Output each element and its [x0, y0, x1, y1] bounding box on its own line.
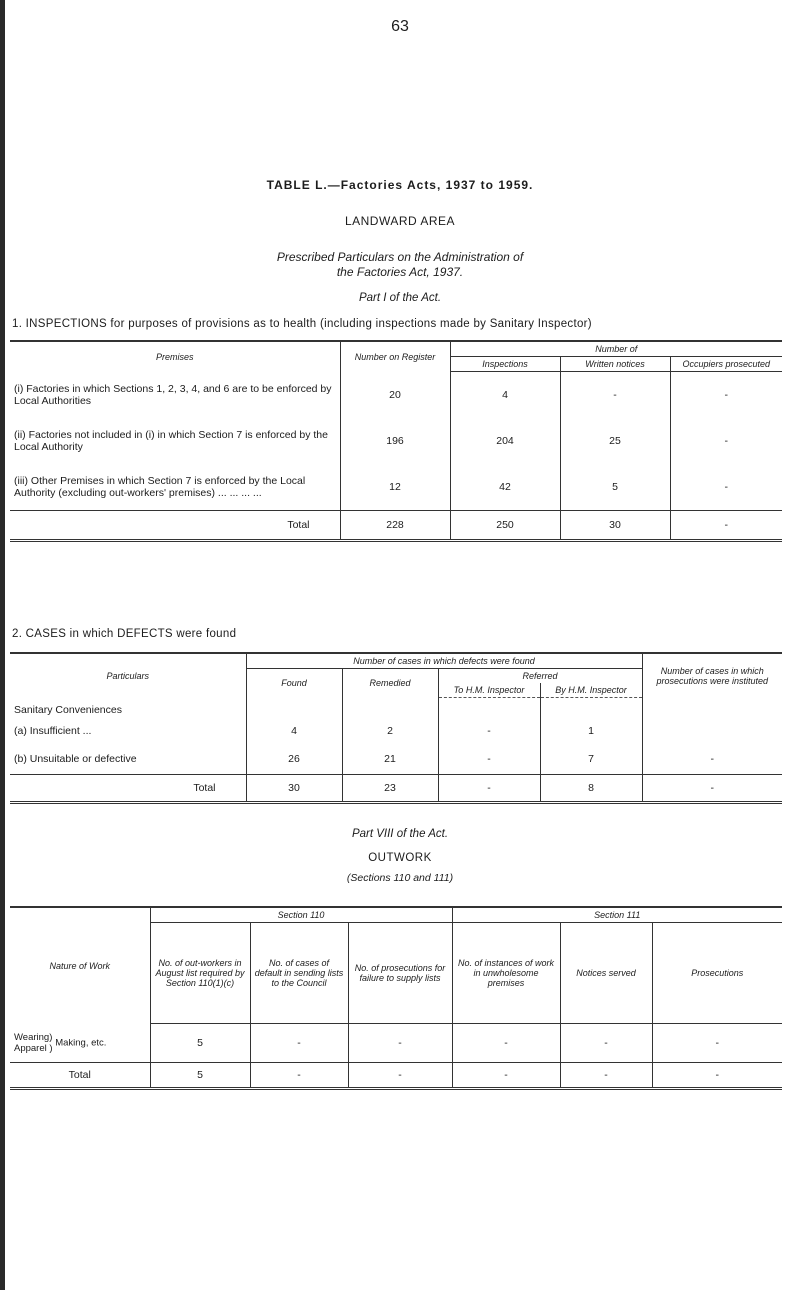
- header-premises: Premises: [10, 341, 340, 372]
- cell-prosecuted: -: [724, 389, 728, 401]
- header-prosecutions: Number of cases in which prosecutions were instituted: [642, 653, 782, 698]
- group-row: [10, 698, 782, 718]
- total-default: -: [250, 1062, 348, 1088]
- cell-register: 12: [340, 464, 450, 511]
- cell-to-hm: -: [438, 744, 540, 775]
- row-label-line-2: Apparel ): [14, 1042, 53, 1054]
- part8-heading: Part VIII of the Act.: [351, 828, 449, 840]
- total-to-hm: -: [438, 774, 540, 802]
- defects-table: [10, 652, 782, 804]
- row-label: [10, 1024, 150, 1063]
- total-prosecuted: -: [670, 511, 782, 541]
- cell-prosecutions: -: [710, 752, 714, 765]
- cell-remedied: 21: [342, 744, 438, 775]
- cell-by-hm: 1: [540, 718, 642, 744]
- cell-instances: -: [452, 1024, 560, 1063]
- total-inspections: 250: [450, 511, 560, 541]
- cell-remedied: 2: [342, 718, 438, 744]
- total-row: [10, 774, 782, 802]
- total-outworkers: 5: [150, 1062, 250, 1088]
- header-particulars: Particulars: [10, 653, 246, 698]
- header-written-notices: Written notices: [560, 357, 670, 372]
- cell-inspections: 42: [450, 464, 560, 511]
- total-prosecutions: -: [642, 774, 782, 802]
- table-row: [10, 1024, 782, 1063]
- total-register: 228: [340, 511, 450, 541]
- table-row: [10, 418, 782, 464]
- row-label: (iii) Other Premises in which Section 7 is enforced by the Local Authority (excluding out-workers' premises) ... ... ... ...: [10, 464, 340, 511]
- header-prosecutions: Prosecutions: [652, 923, 782, 1024]
- outwork-table: [10, 906, 782, 1090]
- inspections-table: [10, 340, 782, 542]
- cell-inspections: 4: [450, 372, 560, 419]
- header-found: Found: [246, 669, 342, 698]
- total-prosecutions: -: [652, 1062, 782, 1088]
- cell-register: 20: [340, 372, 450, 419]
- header-section111: Section 111: [452, 907, 782, 923]
- header-number-of: Number of: [450, 341, 782, 357]
- table-row: [10, 744, 782, 775]
- cell-outworkers: 5: [150, 1024, 250, 1063]
- header-defects-group: Number of cases in which defects were found: [246, 653, 642, 669]
- total-notices: 30: [560, 511, 670, 541]
- cell-by-hm: 7: [540, 744, 642, 775]
- area-heading: LANDWARD AREA: [344, 214, 456, 228]
- total-by-hm: 8: [540, 774, 642, 802]
- header-nature: Nature of Work: [10, 907, 150, 1024]
- table-title: TABLE L.—Factories Acts, 1937 to 1959.: [266, 178, 534, 192]
- group-label: Sanitary Conveniences: [10, 698, 246, 718]
- total-remedied: 23: [342, 774, 438, 802]
- cell-prosecutions-failure: -: [348, 1024, 452, 1063]
- total-instances: -: [452, 1062, 560, 1088]
- row-label-suffix: Making, etc.: [55, 1037, 107, 1048]
- total-row: [10, 511, 782, 541]
- header-prosecuted: Occupiers prosecuted: [670, 357, 782, 372]
- header-to-hm: To H.M. Inspector: [438, 683, 540, 698]
- row-label: (ii) Factories not included in (i) in which Section 7 is enforced by the Local Authority: [10, 418, 340, 464]
- page-edge: [0, 0, 5, 1290]
- header-instances: No. of instances of work in unwholesome premises: [452, 923, 560, 1024]
- header-by-hm: By H.M. Inspector: [540, 683, 642, 698]
- header-inspections: Inspections: [450, 357, 560, 372]
- header-default: No. of cases of default in sending lists to the Council: [250, 923, 348, 1024]
- cell-prosecutions: -: [715, 1036, 719, 1049]
- page-number: 63: [391, 18, 409, 35]
- outwork-heading: OUTWORK: [368, 852, 432, 864]
- row-label: (b) Unsuitable or defective: [10, 744, 246, 775]
- header-remedied: Remedied: [342, 669, 438, 698]
- row-label-line-1: Wearing): [14, 1031, 53, 1043]
- cell-notices: -: [560, 372, 670, 419]
- table-row: [10, 718, 782, 744]
- table-row: [10, 372, 782, 419]
- cell-found: 26: [246, 744, 342, 775]
- total-found: 30: [246, 774, 342, 802]
- cell-default: -: [250, 1024, 348, 1063]
- cell-prosecuted: -: [724, 481, 728, 493]
- cell-prosecuted: -: [724, 435, 728, 447]
- cell-found: 4: [246, 718, 342, 744]
- cell-notices: 25: [560, 418, 670, 464]
- total-label: Total: [10, 511, 340, 541]
- total-row: [10, 1062, 782, 1088]
- table-row: [10, 464, 782, 511]
- header-prosecutions-failure: No. of prosecutions for failure to supply lists: [348, 923, 452, 1024]
- subtitle-line-2: the Factories Act, 1937.: [336, 265, 464, 279]
- cell-notices: -: [560, 1024, 652, 1063]
- part1-heading: Part I of the Act.: [358, 292, 442, 304]
- cell-prosecutions: [642, 718, 782, 744]
- header-register: Number on Register: [340, 341, 450, 372]
- cell-inspections: 204: [450, 418, 560, 464]
- section1-heading: 1. INSPECTIONS for purposes of provisions as to health (including inspections made by Sanitary Inspector): [12, 318, 592, 330]
- row-label: (i) Factories in which Sections 1, 2, 3, 4, and 6 are to be enforced by Local Authorities: [10, 372, 340, 419]
- sections-note: (Sections 110 and 111): [346, 872, 454, 884]
- header-notices: Notices served: [560, 923, 652, 1024]
- total-notices: -: [560, 1062, 652, 1088]
- cell-to-hm: -: [438, 718, 540, 744]
- total-label: Total: [10, 774, 246, 802]
- row-label: (a) Insufficient ...: [10, 718, 246, 744]
- section2-heading: 2. CASES in which DEFECTS were found: [12, 628, 237, 640]
- cell-notices: 5: [560, 464, 670, 511]
- header-section110: Section 110: [150, 907, 452, 923]
- cell-register: 196: [340, 418, 450, 464]
- total-prosecutions-failure: -: [348, 1062, 452, 1088]
- total-label: Total: [10, 1062, 150, 1088]
- subtitle-line-1: Prescribed Particulars on the Administration of: [276, 250, 524, 264]
- header-outworkers: No. of out-workers in August list required by Section 110(1)(c): [150, 923, 250, 1024]
- header-referred: Referred: [438, 669, 642, 684]
